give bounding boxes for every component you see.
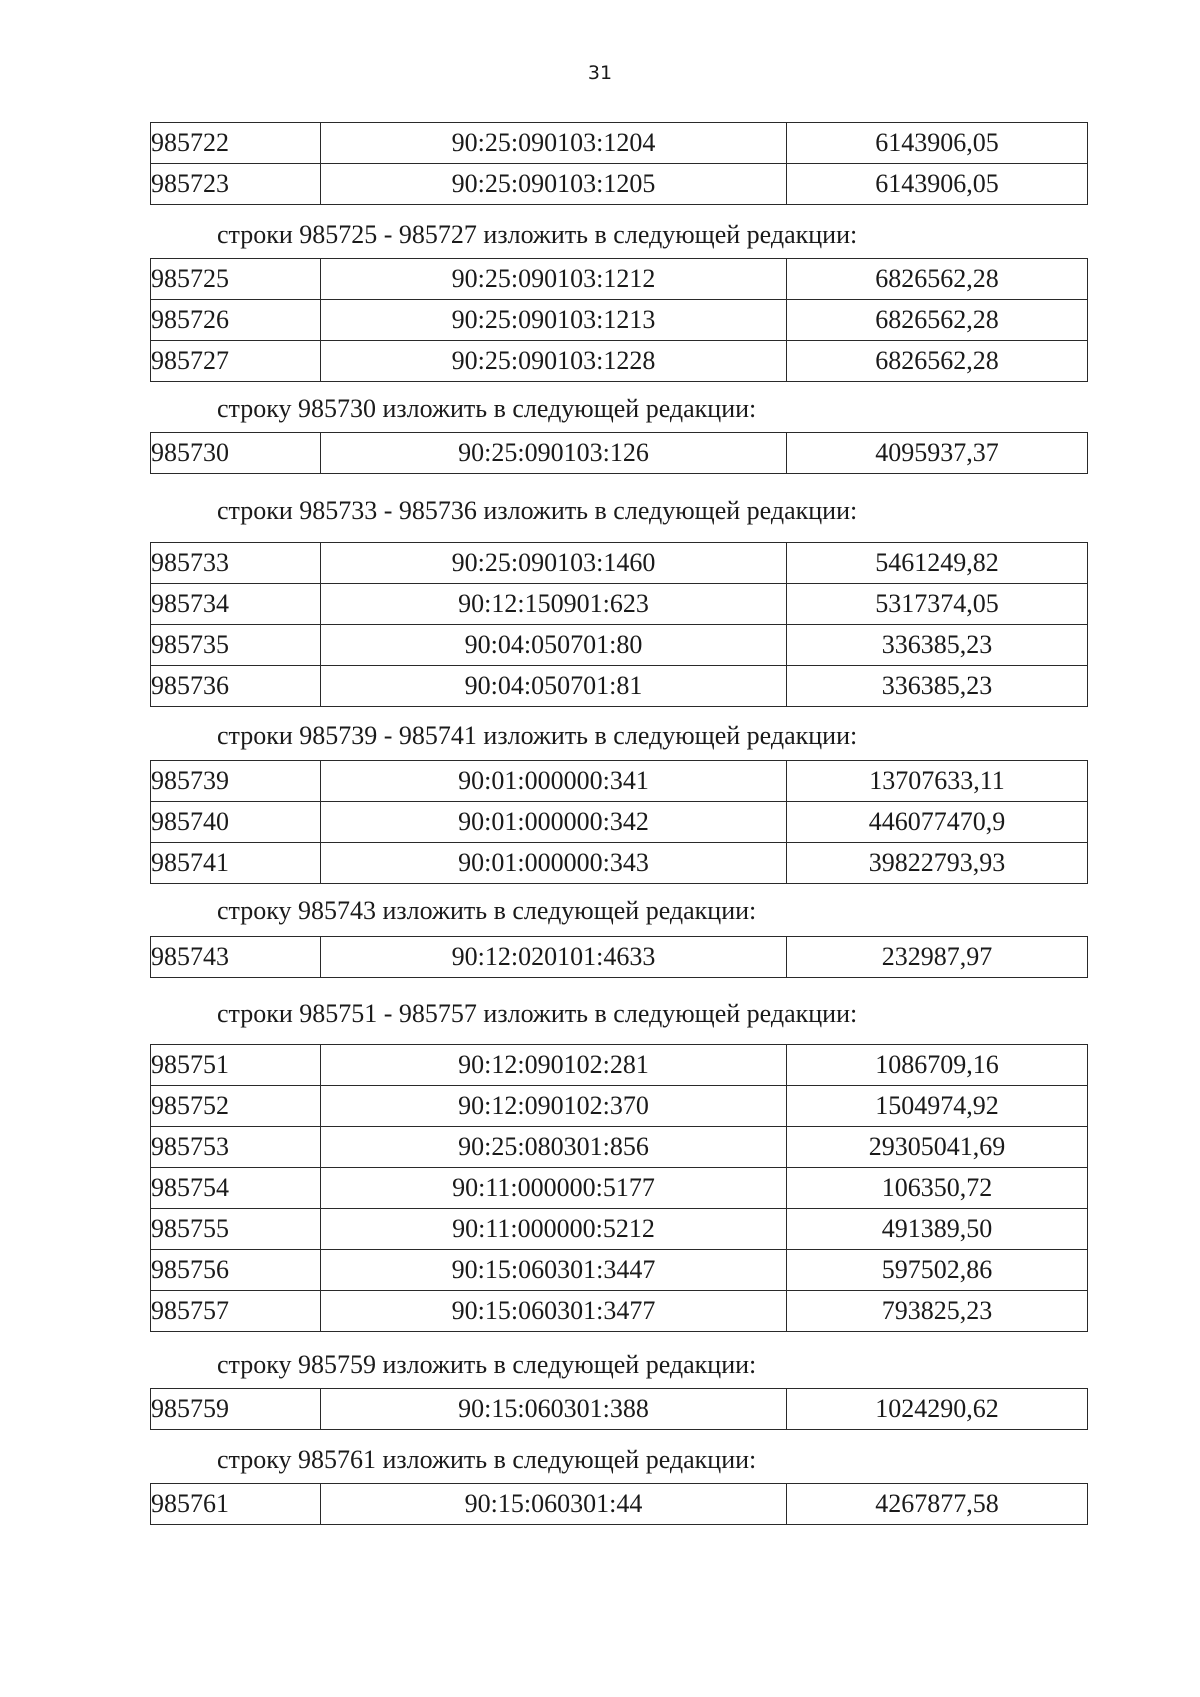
table-row: [151, 300, 1088, 341]
row-number-cell: 985753: [151, 1127, 321, 1168]
amendment-instruction: строки 985751 - 985757 изложить в следующей редакции:: [217, 999, 858, 1028]
value-cell: 336385,23: [787, 625, 1088, 666]
amendment-instruction: строку 985761 изложить в следующей редакции:: [217, 1445, 757, 1474]
table-row: [151, 1291, 1088, 1332]
cadastral-number-cell: 90:12:020101:4633: [321, 937, 787, 978]
table-row: [151, 584, 1088, 625]
table-row: [151, 761, 1088, 802]
cadastral-number-cell: 90:25:090103:1228: [321, 341, 787, 382]
cadastral-number-cell: 90:12:090102:370: [321, 1086, 787, 1127]
cadastral-number-cell: 90:15:060301:3447: [321, 1250, 787, 1291]
cadastral-number-cell: 90:01:000000:342: [321, 802, 787, 843]
row-number-cell: 985734: [151, 584, 321, 625]
row-number-cell: 985727: [151, 341, 321, 382]
amendment-instruction: строку 985743 изложить в следующей редакции:: [217, 896, 757, 925]
table-row: [151, 1484, 1088, 1525]
table-block-1: [150, 122, 1088, 205]
value-cell: 29305041,69: [787, 1127, 1088, 1168]
cadastral-number-cell: 90:04:050701:81: [321, 666, 787, 707]
value-cell: 232987,97: [787, 937, 1088, 978]
table-block-6: [150, 936, 1088, 978]
value-cell: 39822793,93: [787, 843, 1088, 884]
cadastral-number-cell: 90:01:000000:341: [321, 761, 787, 802]
row-number-cell: 985736: [151, 666, 321, 707]
value-cell: 446077470,9: [787, 802, 1088, 843]
table-row: [151, 1127, 1088, 1168]
cadastral-number-cell: 90:25:090103:1213: [321, 300, 787, 341]
amendment-instruction: строку 985730 изложить в следующей редакции:: [217, 394, 757, 423]
table-row: [151, 1389, 1088, 1430]
cadastral-number-cell: 90:15:060301:3477: [321, 1291, 787, 1332]
table-row: [151, 341, 1088, 382]
cadastral-number-cell: 90:25:080301:856: [321, 1127, 787, 1168]
row-number-cell: 985759: [151, 1389, 321, 1430]
row-number-cell: 985761: [151, 1484, 321, 1525]
value-cell: 106350,72: [787, 1168, 1088, 1209]
table-block-8: [150, 1388, 1088, 1430]
row-number-cell: 985756: [151, 1250, 321, 1291]
row-number-cell: 985743: [151, 937, 321, 978]
cadastral-number-cell: 90:15:060301:388: [321, 1389, 787, 1430]
value-cell: 1024290,62: [787, 1389, 1088, 1430]
row-number-cell: 985726: [151, 300, 321, 341]
table-row: [151, 433, 1088, 474]
cadastral-number-cell: 90:15:060301:44: [321, 1484, 787, 1525]
cadastral-number-cell: 90:01:000000:343: [321, 843, 787, 884]
row-number-cell: 985730: [151, 433, 321, 474]
row-number-cell: 985722: [151, 123, 321, 164]
table-row: [151, 1209, 1088, 1250]
cadastral-number-cell: 90:25:090103:1204: [321, 123, 787, 164]
row-number-cell: 985733: [151, 543, 321, 584]
value-cell: 13707633,11: [787, 761, 1088, 802]
table-block-7: [150, 1044, 1088, 1332]
table-row: [151, 843, 1088, 884]
value-cell: 6826562,28: [787, 341, 1088, 382]
table-row: [151, 937, 1088, 978]
page-number: 31: [587, 62, 613, 84]
row-number-cell: 985757: [151, 1291, 321, 1332]
value-cell: 4095937,37: [787, 433, 1088, 474]
table-row: [151, 666, 1088, 707]
table-row: [151, 543, 1088, 584]
row-number-cell: 985725: [151, 259, 321, 300]
value-cell: 6143906,05: [787, 164, 1088, 205]
table-row: [151, 1250, 1088, 1291]
cadastral-number-cell: 90:12:090102:281: [321, 1045, 787, 1086]
value-cell: 336385,23: [787, 666, 1088, 707]
value-cell: 5461249,82: [787, 543, 1088, 584]
value-cell: 491389,50: [787, 1209, 1088, 1250]
table-row: [151, 625, 1088, 666]
row-number-cell: 985754: [151, 1168, 321, 1209]
value-cell: 793825,23: [787, 1291, 1088, 1332]
value-cell: 597502,86: [787, 1250, 1088, 1291]
value-cell: 1504974,92: [787, 1086, 1088, 1127]
cadastral-number-cell: 90:25:090103:1205: [321, 164, 787, 205]
value-cell: 1086709,16: [787, 1045, 1088, 1086]
row-number-cell: 985740: [151, 802, 321, 843]
amendment-instruction: строки 985733 - 985736 изложить в следующей редакции:: [217, 496, 858, 525]
value-cell: 4267877,58: [787, 1484, 1088, 1525]
row-number-cell: 985751: [151, 1045, 321, 1086]
cadastral-number-cell: 90:25:090103:126: [321, 433, 787, 474]
value-cell: 6826562,28: [787, 300, 1088, 341]
cadastral-number-cell: 90:11:000000:5177: [321, 1168, 787, 1209]
amendment-instruction: строки 985725 - 985727 изложить в следующей редакции:: [217, 220, 858, 249]
value-cell: 5317374,05: [787, 584, 1088, 625]
cadastral-number-cell: 90:25:090103:1460: [321, 543, 787, 584]
row-number-cell: 985752: [151, 1086, 321, 1127]
table-row: [151, 259, 1088, 300]
row-number-cell: 985739: [151, 761, 321, 802]
table-row: [151, 1045, 1088, 1086]
row-number-cell: 985735: [151, 625, 321, 666]
amendment-instruction: строки 985739 - 985741 изложить в следующей редакции:: [217, 721, 858, 750]
cadastral-number-cell: 90:12:150901:623: [321, 584, 787, 625]
cadastral-number-cell: 90:11:000000:5212: [321, 1209, 787, 1250]
cadastral-number-cell: 90:25:090103:1212: [321, 259, 787, 300]
table-row: [151, 802, 1088, 843]
cadastral-number-cell: 90:04:050701:80: [321, 625, 787, 666]
table-row: [151, 1168, 1088, 1209]
row-number-cell: 985741: [151, 843, 321, 884]
table-block-2: [150, 258, 1088, 382]
row-number-cell: 985755: [151, 1209, 321, 1250]
table-block-4: [150, 542, 1088, 707]
table-row: [151, 1086, 1088, 1127]
row-number-cell: 985723: [151, 164, 321, 205]
table-row: [151, 164, 1088, 205]
table-block-5: [150, 760, 1088, 884]
value-cell: 6143906,05: [787, 123, 1088, 164]
table-block-3: [150, 432, 1088, 474]
table-row: [151, 123, 1088, 164]
amendment-instruction: строку 985759 изложить в следующей редакции:: [217, 1350, 757, 1379]
value-cell: 6826562,28: [787, 259, 1088, 300]
table-block-9: [150, 1483, 1088, 1525]
